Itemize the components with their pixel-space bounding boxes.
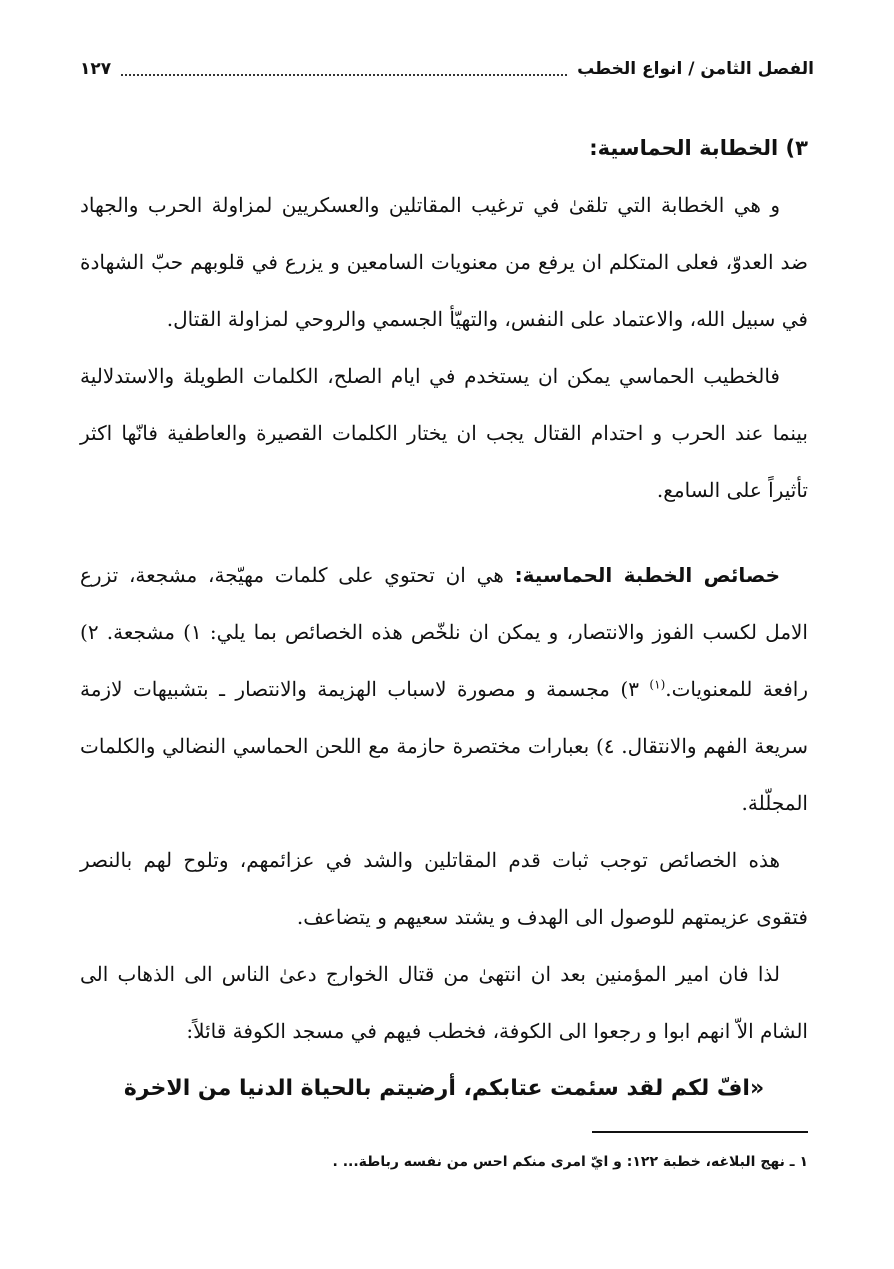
- features-text-part-2: ٣) مجسمة و مصورة لاسباب الهزيمة والانتصار ـ بتشبيهات لازمة سريعة الفهم والانتقال. ٤) بعبارات مختصرة حازمة مع اللحن الحماسي النضالي والكلمات المجلّلة.: [80, 677, 808, 815]
- paragraph-orator-style: فالخطيب الحماسي يمكن ان يستخدم في ايام الصلح، الكلمات الطويلة والاستدلالية بينما عند الحرب و احتدام القتال يجب ان يختار الكلمات القصيرة والعاطفية فانّها اكثر تأثيراً على السامع.: [80, 364, 808, 502]
- sermon-quote: «افّ لكم لقد سئمت عتابكم، أرضيتم بالحياة الدنيا من الاخرة: [123, 1076, 765, 1101]
- main-text: [80, 120, 808, 1117]
- header-dot-leader: [121, 72, 567, 76]
- section-heading: ٣) الخطابة الحماسية:: [589, 136, 808, 160]
- features-text-part-1: هي ان تحتوي على كلمات مهيّجة، مشجعة، تزرع الامل لكسب الفوز والانتصار، و يمكن ان نلخّص هذه الخصائص بما يلي: ١) مشجعة. ٢) رافعة للمعنويات.: [80, 563, 809, 701]
- paragraph-features: [80, 547, 808, 832]
- paragraph-definition: و هي الخطابة التي تلقىٰ في ترغيب المقاتلين والعسكريين لمزاولة الحرب والجهاد ضد العدوّ، فعلى المتكلم ان يرفع من معنويات السامعين و يزرع في قلوبهم حبّ الشهادة في سبيل الله، والاعتماد على النفس، والتهيّأ الجسمي والروحي لمزاولة القتال.: [80, 193, 808, 331]
- features-label: خصائص الخطبة الحماسية:: [514, 563, 780, 587]
- page-number: ١٢٧: [80, 59, 112, 79]
- running-header: [80, 52, 814, 86]
- chapter-title: الفصل الثامن / انواع الخطب: [577, 59, 814, 79]
- footnote-separator: [592, 1131, 808, 1133]
- paragraph-gap: [80, 519, 808, 547]
- footnote-reference[interactable]: (١): [649, 677, 666, 692]
- paragraph-effects: هذه الخصائص توجب ثبات قدم المقاتلين والشد في عزائمهم، وتلوح لهم بالنصر فتقوى عزيمتهم للوصول الى الهدف و يشتد سعيهم و يتضاعف.: [80, 848, 808, 929]
- footnote: ١ ـ نهج البلاغه، خطبة ١٢٢: و ايّ امرى منكم احس من نفسه رباطة... .: [332, 1154, 808, 1170]
- paragraph-sermon-context: لذا فان امير المؤمنين بعد ان انتهىٰ من قتال الخوارج دعىٰ الناس الى الذهاب الى الشام الاّ انهم ابوا و رجعوا الى الكوفة، فخطب فيهم في مسجد الكوفة قائلاً:: [80, 962, 808, 1043]
